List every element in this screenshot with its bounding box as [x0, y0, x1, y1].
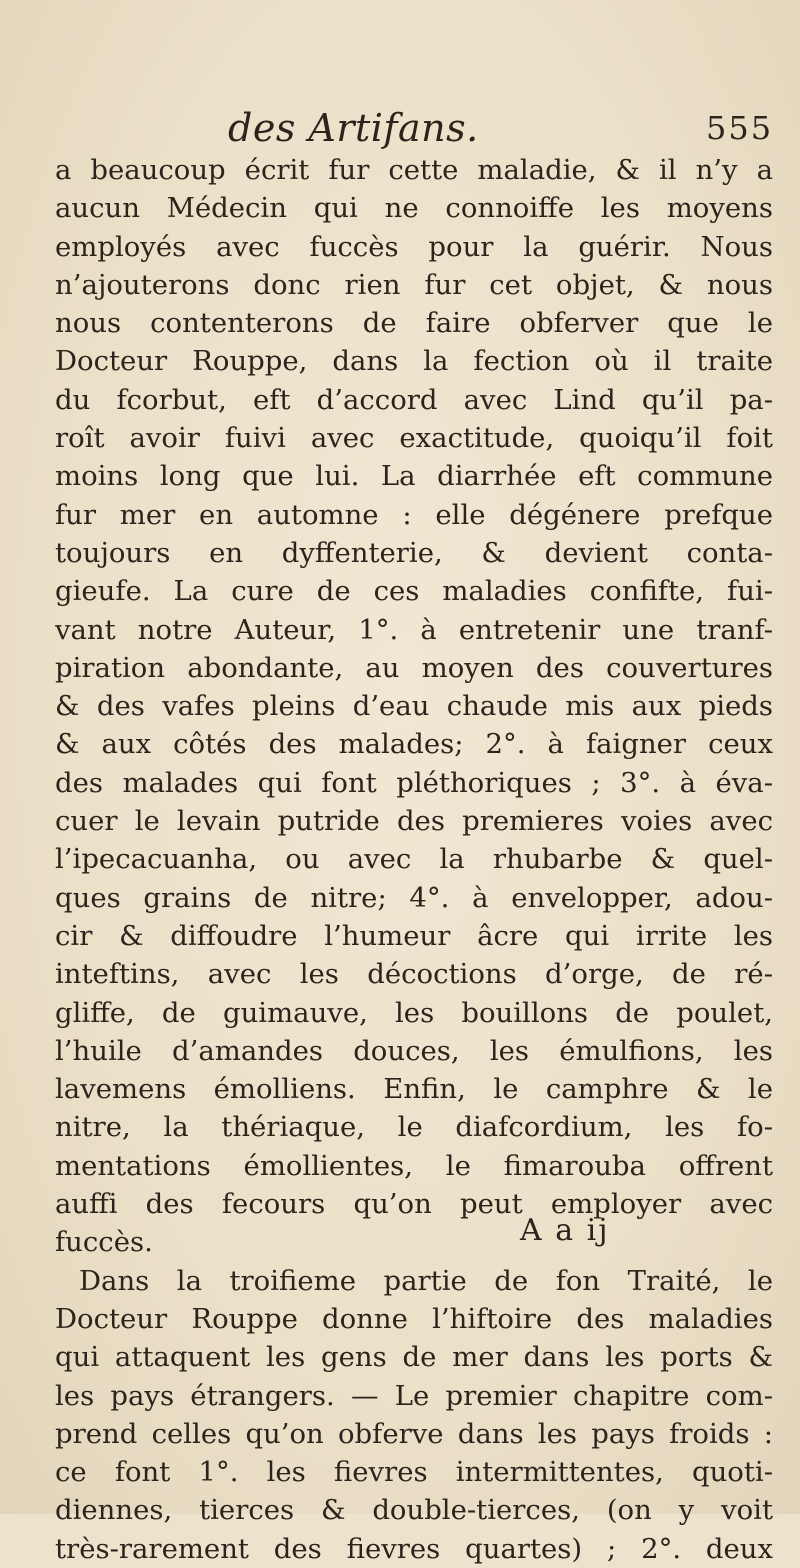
text-line: aucun Médecin qui ne connoiffe les moyens	[55, 192, 773, 225]
text-line: lavemens émolliens. Enfin, le camphre & le	[55, 1073, 773, 1106]
body-text	[55, 151, 773, 1568]
text-line: gliffe, de guimauve, les bouillons de poulet,	[55, 996, 773, 1029]
text-line: a beaucoup écrit fur cette maladie, & il n’y a	[55, 154, 773, 186]
text-line: Dans la troifieme partie de fon Traité, le	[79, 1264, 773, 1297]
signature-mark: A a ij	[520, 1213, 610, 1248]
running-head: des Artifans.	[228, 106, 479, 150]
text-line: Docteur Rouppe, dans la fection où il traite	[55, 345, 773, 378]
text-line: employés avec fuccès pour la guérir. Nous	[55, 230, 773, 263]
text-line: gieufe. La cure de ces maladies confifte, fui-	[55, 575, 773, 608]
text-line: moins long que lui. La diarrhée eft commune	[55, 460, 773, 493]
text-line: diennes, tierces & double-tierces, (on y voit	[55, 1494, 773, 1527]
text-line: inteftins, avec les décoctions d’orge, de ré-	[55, 958, 773, 991]
text-line: cuer le levain putride des premieres voies avec	[55, 805, 773, 838]
text-line: fur mer en automne : elle dégénere prefque	[55, 498, 773, 531]
page-header	[0, 103, 800, 153]
text-line: ce font 1°. les fievres intermittentes, quoti-	[55, 1456, 773, 1489]
text-line: vant notre Auteur, 1°. à entretenir une tranf-	[55, 613, 773, 646]
text-line: n’ajouterons donc rien fur cet objet, & nous	[55, 268, 773, 301]
text-line: piration abondante, au moyen des couvertures	[55, 651, 773, 684]
text-line: roît avoir fuivi avec exactitude, quoiqu’il foit	[55, 422, 773, 455]
text-line: mentations émollientes, le fimarouba offrent	[55, 1149, 773, 1182]
text-line: les pays étrangers. — Le premier chapitre com-	[55, 1379, 773, 1412]
page-number: 555	[706, 109, 774, 147]
text-line: l’ipecacuanha, ou avec la rhubarbe & quel-	[55, 843, 773, 876]
text-line: qui attaquent les gens de mer dans les ports &	[55, 1341, 773, 1374]
text-line: auffi des fecours qu’on peut employer avec	[55, 1188, 773, 1221]
text-line: & des vafes pleins d’eau chaude mis aux pieds	[55, 690, 773, 723]
text-line: cir & diffoudre l’humeur âcre qui irrite les	[55, 919, 773, 952]
text-line: nitre, la thériaque, le diafcordium, les fo-	[55, 1111, 773, 1144]
text-line: ques grains de nitre; 4°. à envelopper, adou-	[55, 881, 773, 914]
text-line: du fcorbut, eft d’accord avec Lind qu’il pa-	[55, 383, 773, 416]
text-line: très-rarement des fievres quartes) ; 2°. deux	[55, 1532, 773, 1565]
text-line: l’huile d’amandes douces, les émulfions, les	[55, 1034, 773, 1067]
text-line: nous contenterons de faire obferver que le	[55, 307, 773, 340]
text-line: fuccès.	[55, 1226, 153, 1259]
text-line: toujours en dyffenterie, & devient conta-	[55, 536, 773, 569]
text-line: & aux côtés des malades; 2°. à faigner ceux	[55, 728, 773, 761]
text-line: Docteur Rouppe donne l’hiftoire des maladies	[55, 1302, 773, 1335]
text-line: des malades qui font pléthoriques ; 3°. à éva-	[55, 766, 773, 799]
text-line: prend celles qu’on obferve dans les pays froids :	[55, 1417, 773, 1450]
